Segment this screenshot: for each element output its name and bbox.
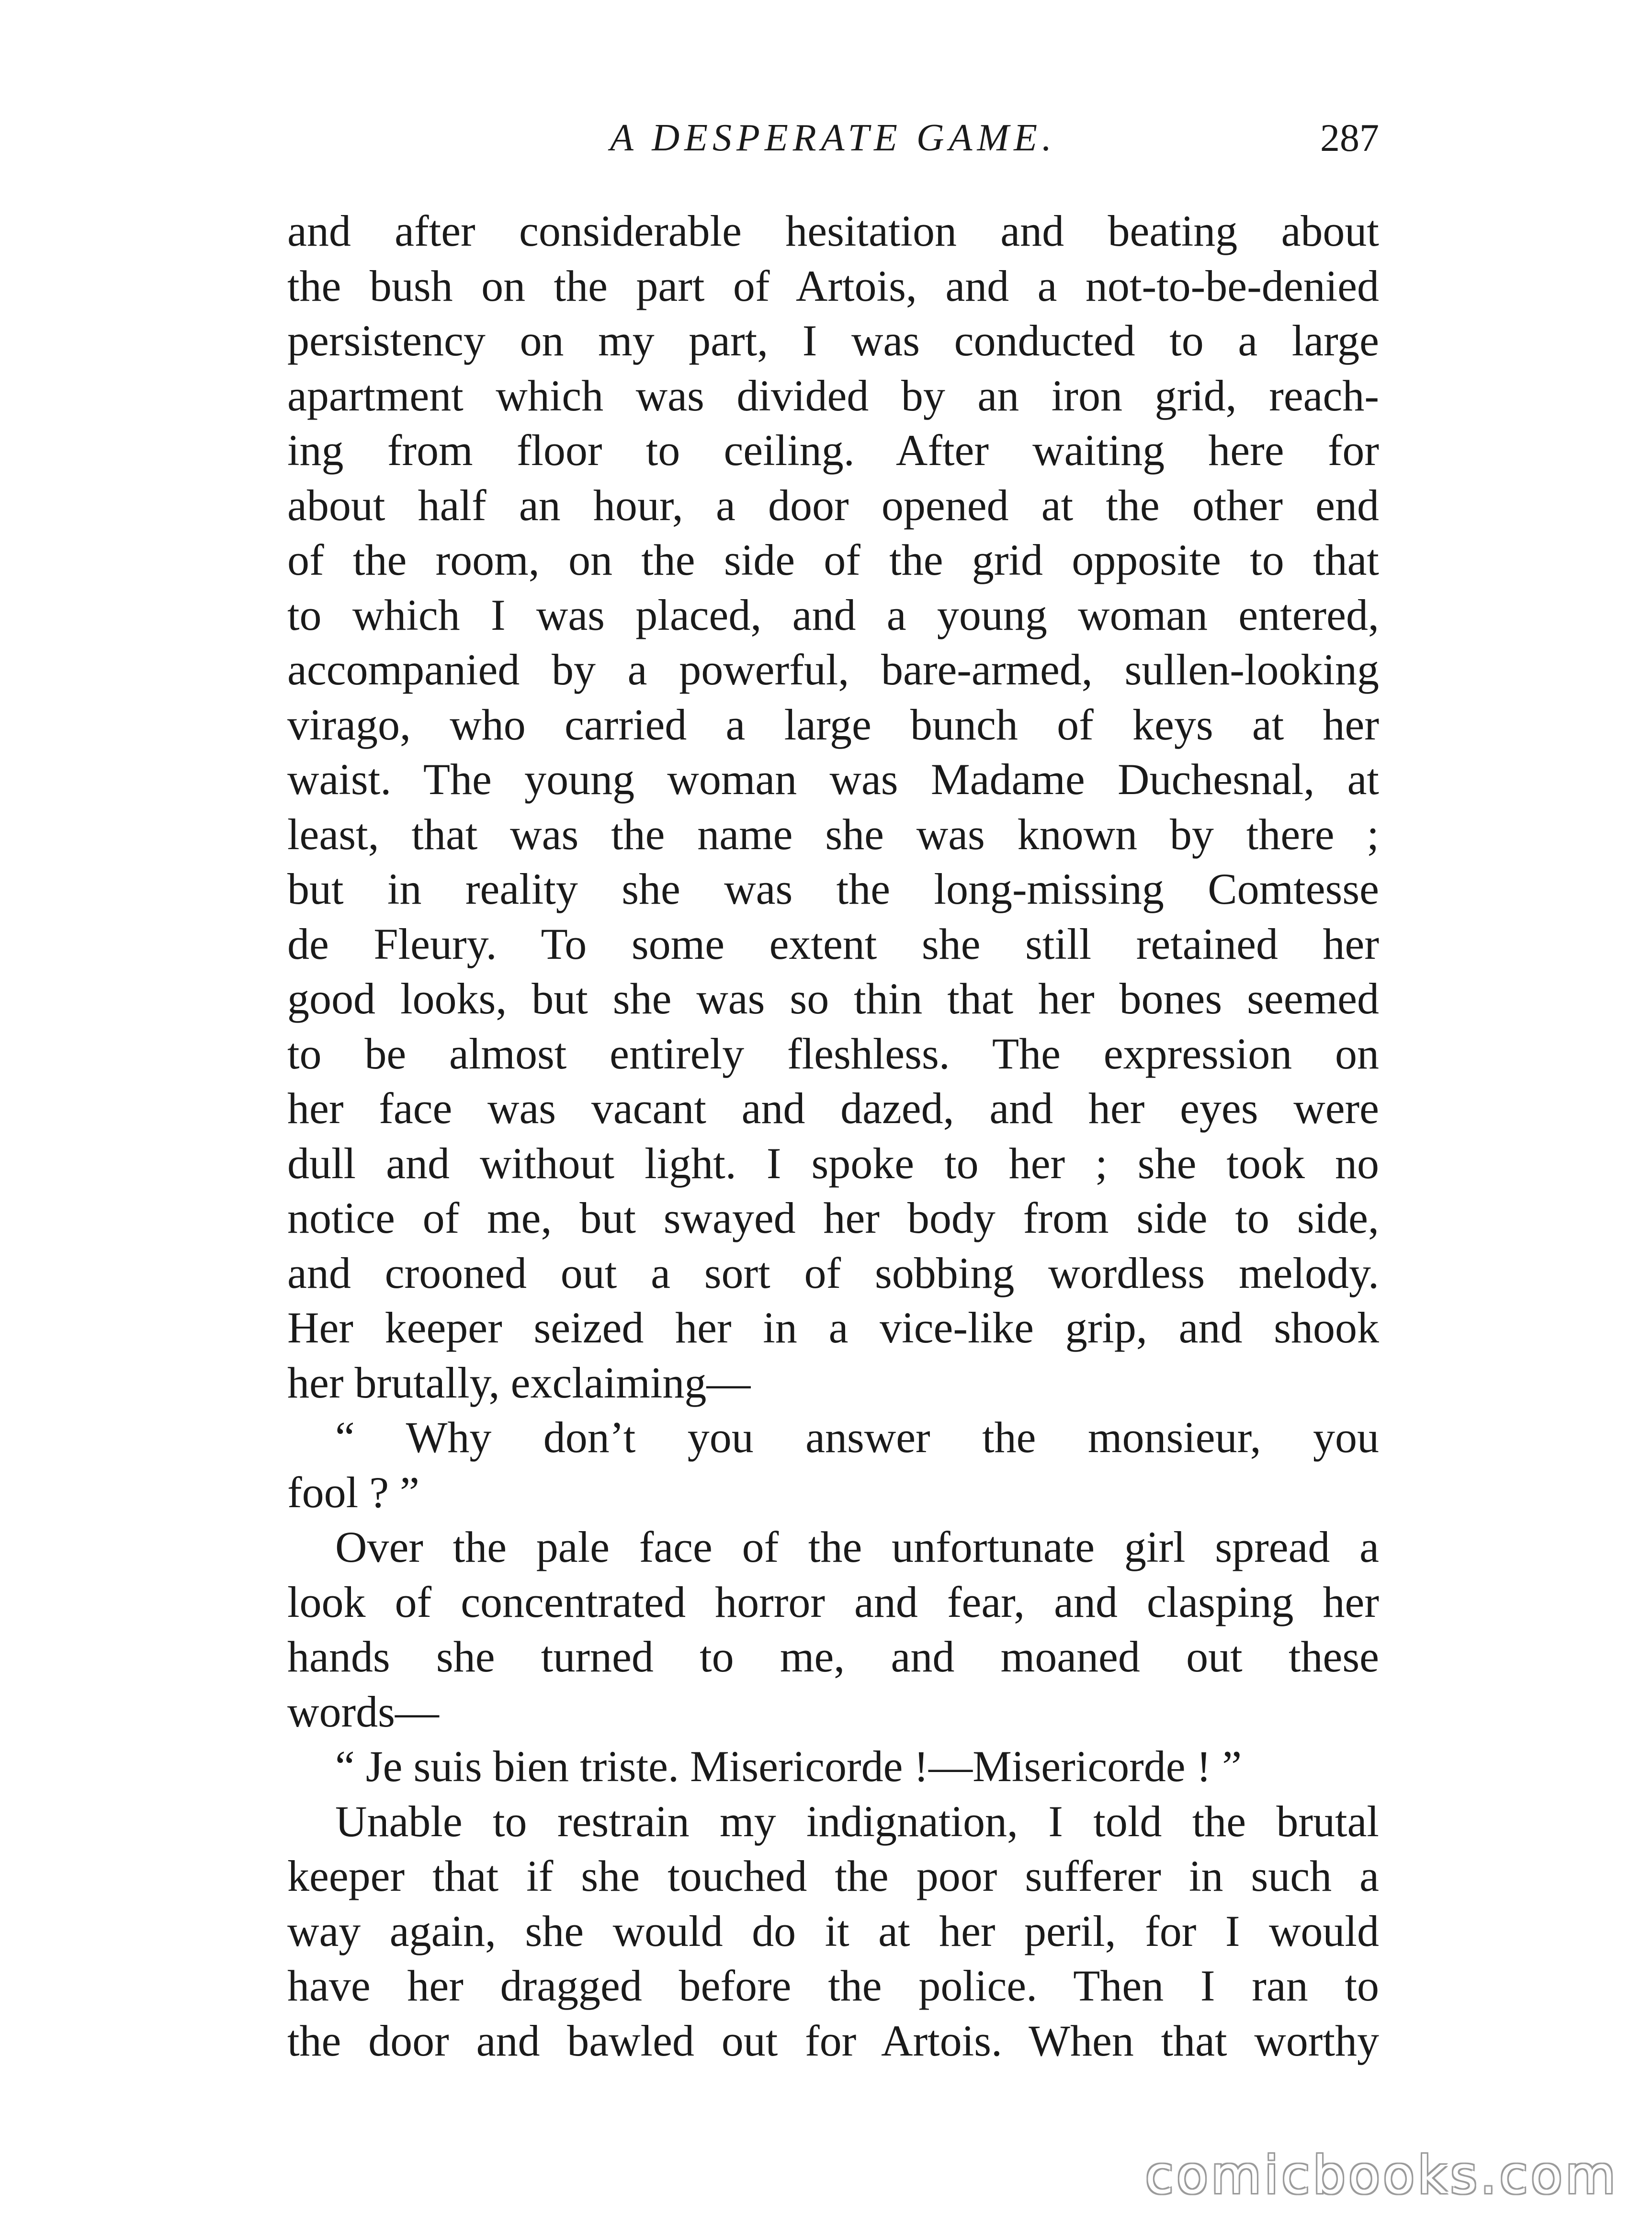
text-line: and after considerable hesitation and beating about [287,206,1379,255]
text-line: notice of me, but swayed her body from side to side, [287,1193,1379,1242]
text-line: her face was vacant and dazed, and her eyes were [287,1084,1379,1133]
text-line: fool ? ” [287,1467,419,1517]
text-line: the bush on the part of Artois, and a not-to-be-denied [287,261,1379,310]
text-line: ing from floor to ceiling. After waiting here for [287,426,1379,475]
text-line: to which I was placed, and a young woman entered, [287,590,1379,639]
text-line: apartment which was divided by an iron grid, reach- [287,371,1379,420]
text-line: the door and bawled out for Artois. When that worthy [287,2016,1379,2065]
text-line: have her dragged before the police. Then I ran to [287,1961,1379,2010]
text-line: persistency on my part, I was conducted to a large [287,316,1379,365]
text-line: about half an hour, a door opened at the other end [287,480,1379,530]
text-line: hands she turned to me, and moaned out these [287,1632,1379,1681]
text-line: waist. The young woman was Madame Duchesnal, at [287,755,1379,804]
text-line: Over the pale face of the unfortunate girl spread a [335,1523,1379,1571]
text-line: her brutally, exclaiming— [287,1358,751,1407]
running-head [287,109,1379,167]
text-line: least, that was the name she was known by there ; [287,809,1379,859]
body-text [287,204,1379,2068]
text-line: Her keeper seized her in a vice-like grip, and shook [287,1303,1379,1352]
watermark: comicbooks.com [1145,2146,1618,2205]
running-title: A DESPERATE GAME. [610,117,1057,159]
text-line: to be almost entirely fleshless. The expression on [287,1029,1379,1078]
text-line: of the room, on the side of the grid opposite to that [287,535,1379,584]
text-line: accompanied by a powerful, bare-armed, sullen-looking [287,645,1379,694]
text-line: Unable to restrain my indignation, I told the brutal [335,1796,1379,1846]
text-line: dull and without light. I spoke to her ; she took no [287,1138,1379,1188]
text-line: and crooned out a sort of sobbing wordless melody. [287,1248,1379,1297]
text-line: good looks, but she was so thin that her bones seemed [287,974,1379,1023]
text-line: words— [287,1687,439,1736]
text-line: “ Je suis bien triste. Misericorde !—Misericorde ! ” [335,1742,1242,1791]
text-line: look of concentrated horror and fear, and clasping her [287,1577,1379,1626]
text-line: way again, she would do it at her peril, for I would [287,1906,1379,1955]
text-line: but in reality she was the long-missing Comtesse [287,864,1379,913]
text-line: keeper that if she touched the poor sufferer in such a [287,1852,1379,1900]
text-line: “ Why don’t you answer the monsieur, you [335,1413,1379,1462]
text-line: virago, who carried a large bunch of keys at her [287,700,1379,749]
page-number: 287 [1320,116,1379,159]
text-line: de Fleury. To some extent she still retained her [287,919,1379,968]
